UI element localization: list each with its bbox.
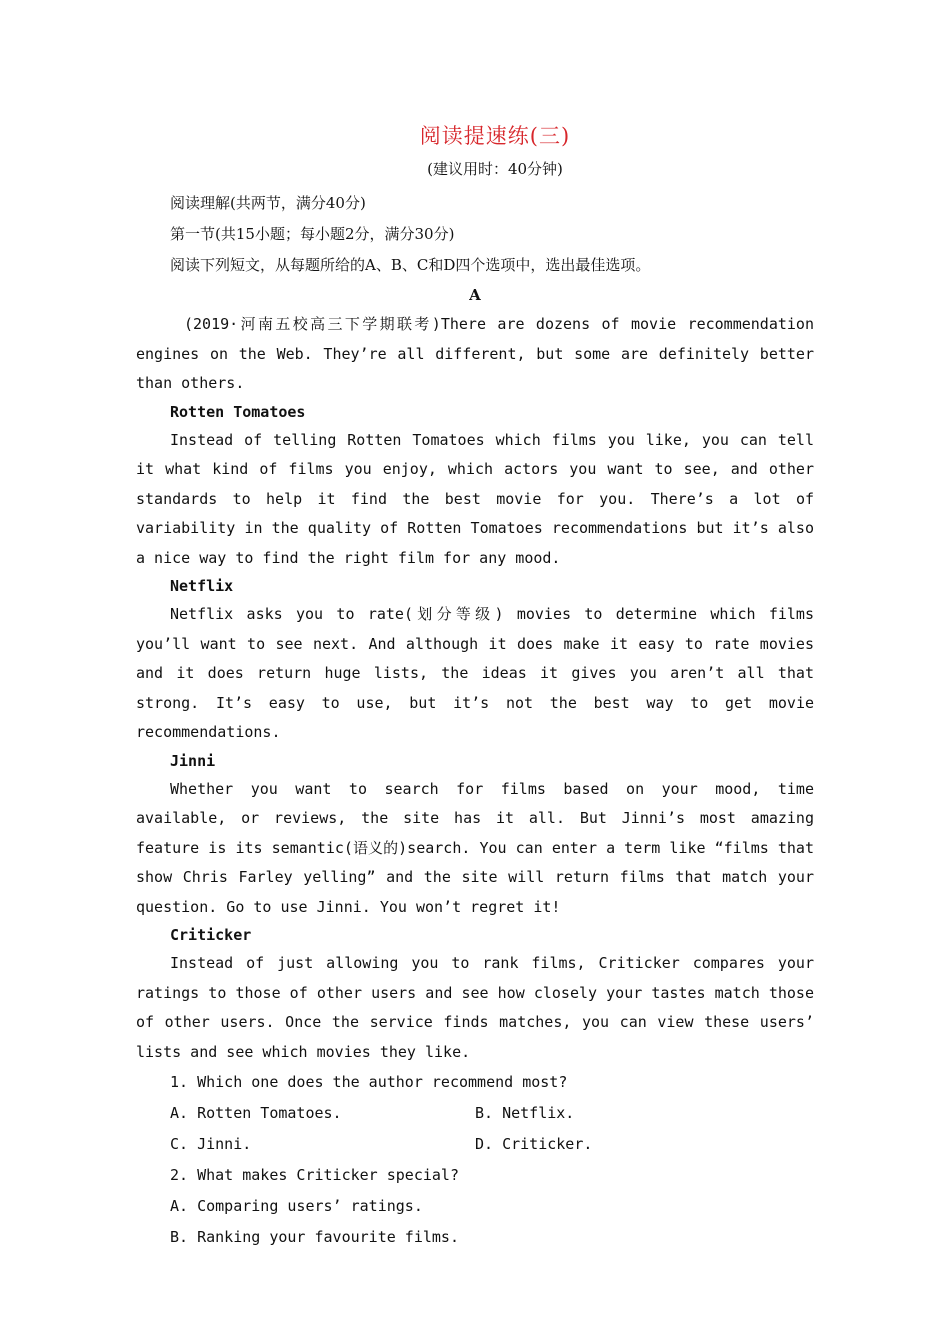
option-1d: D. Criticker. xyxy=(475,1135,593,1153)
section-heading-rotten-tomatoes: Rotten Tomatoes xyxy=(170,402,306,421)
option-1a: A. Rotten Tomatoes. xyxy=(170,1104,342,1122)
section-text-criticker: Instead of just allowing you to rank films, Criticker compares your ratings to those of other users and see how closely your tastes match those of other users. Once the service finds matches, you can view these users’ lists and see which movies they like. xyxy=(136,954,814,1061)
option-1b: B. Netflix. xyxy=(475,1104,575,1122)
page-title: 阅读提速练(三) xyxy=(419,124,571,148)
question-1-options-row-1 xyxy=(136,1098,814,1129)
section-text-netflix: Netflix asks you to rate(划分等级) movies to determine which films you’ll want to see next. And although it does make it easy to rate movies and it does return huge lists, the ideas it gives you aren’t all that strong. It’s easy to use, but it’s not the best way to get movie recommendations. xyxy=(136,605,814,741)
option-2b: B. Ranking your favourite films. xyxy=(170,1228,459,1246)
passage-intro: (2019·河南五校高三下学期联考)There are dozens of movie recommendation engines on the Web. They’re all different, but some are definitely better than others. xyxy=(136,315,814,392)
question-1-options-row-2 xyxy=(136,1129,814,1160)
part-instruction: 阅读理解(共两节，满分40分) xyxy=(170,194,366,212)
direction-instruction: 阅读下列短文，从每题所给的A、B、C和D四个选项中，选出最佳选项。 xyxy=(170,256,651,274)
question-2-stem: 2. What makes Criticker special? xyxy=(170,1166,459,1184)
time-hint: (建议用时：40分钟) xyxy=(427,160,563,178)
section-text-rotten-tomatoes: Instead of telling Rotten Tomatoes which films you like, you can tell it what kind of films you enjoy, which actors you want to see, and other standards to help it find the best movie for you. There’s a lot of variability in the quality of Rotten Tomatoes recommendations but it’s also a nice way to find the right film for any mood. xyxy=(136,430,814,567)
section-heading-jinni: Jinni xyxy=(170,751,216,770)
option-1c: C. Jinni. xyxy=(170,1135,252,1153)
section-heading-netflix: Netflix xyxy=(170,577,234,595)
passage-label: A xyxy=(469,286,481,304)
section-heading-criticker: Criticker xyxy=(170,926,252,944)
worksheet xyxy=(136,118,814,1253)
section-instruction: 第一节(共15小题；每小题2分，满分30分) xyxy=(170,225,455,243)
section-text-jinni: Whether you want to search for films based on your mood, time available, or reviews, the site has it all. But Jinni’s most amazing feature is its semantic(语义的)search. You can enter a term like “films that show Chris Farley yelling” and the site will return films that match your question. Go to use Jinni. You won’t regret it! xyxy=(136,779,814,916)
question-1-stem: 1. Which one does the author recommend most? xyxy=(170,1073,568,1091)
option-2a: A. Comparing users’ ratings. xyxy=(170,1197,423,1215)
